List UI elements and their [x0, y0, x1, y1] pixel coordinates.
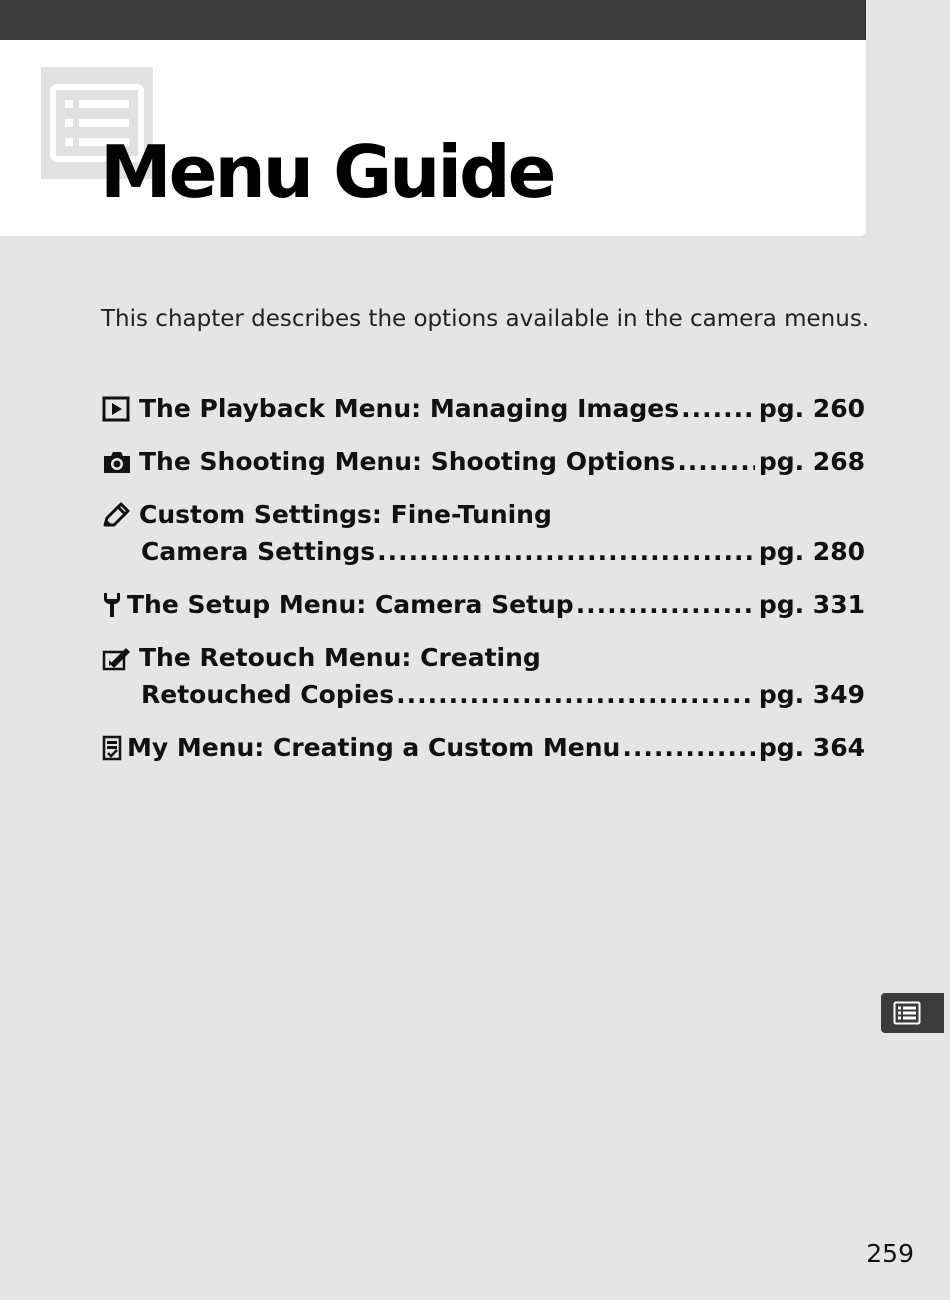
toc-entry-title: Custom Settings: Fine-Tuning: [139, 500, 552, 529]
menu-list-icon: [893, 1001, 921, 1025]
dot-leader: [677, 443, 755, 480]
toc-entry-title: The Shooting Menu: Shooting Options: [139, 447, 676, 476]
table-of-contents: [101, 390, 865, 782]
toc-entry-title-continued: Retouched Copies: [141, 680, 395, 709]
wrench-icon: [101, 591, 123, 619]
page-number: 259: [866, 1239, 914, 1268]
page-title: Menu Guide: [100, 130, 554, 214]
chapter-top-bar: [0, 0, 866, 40]
my-menu-icon: [101, 734, 123, 762]
toc-page-link[interactable]: pg. 260: [758, 394, 865, 423]
toc-entry-title: The Playback Menu: Managing Images: [139, 394, 680, 423]
chapter-side-tab[interactable]: [881, 993, 944, 1033]
toc-page-link[interactable]: pg. 268: [758, 447, 865, 476]
toc-page-link[interactable]: pg. 349: [758, 680, 865, 709]
toc-page-link[interactable]: pg. 331: [758, 590, 865, 619]
dot-leader: [396, 676, 755, 713]
pencil-icon: [101, 501, 133, 529]
toc-entry-title-continued: Camera Settings: [141, 537, 376, 566]
camera-icon: [101, 448, 133, 476]
playback-icon: [101, 395, 133, 423]
toc-entry-title: The Retouch Menu: Creating: [139, 643, 541, 672]
toc-page-link[interactable]: pg. 364: [758, 733, 865, 762]
toc-entry-setup-menu[interactable]: [101, 586, 865, 623]
toc-entry-title: My Menu: Creating a Custom Menu: [127, 733, 621, 762]
toc-entry-title: The Setup Menu: Camera Setup: [127, 590, 574, 619]
chapter-intro: This chapter describes the options available in the camera menus.: [101, 306, 870, 332]
dot-leader: [576, 586, 755, 623]
dot-leader: [681, 390, 755, 427]
toc-entry-shooting-menu[interactable]: [101, 443, 865, 480]
toc-entry-playback-menu[interactable]: [101, 390, 865, 427]
toc-page-link[interactable]: pg. 280: [758, 537, 865, 566]
toc-entry-my-menu[interactable]: [101, 729, 865, 766]
toc-entry-custom-settings[interactable]: [101, 496, 865, 570]
retouch-icon: [101, 644, 133, 672]
toc-entry-retouch-menu[interactable]: [101, 639, 865, 713]
page-margin-strip: [866, 0, 950, 1300]
dot-leader: [622, 729, 754, 766]
dot-leader: [377, 533, 755, 570]
